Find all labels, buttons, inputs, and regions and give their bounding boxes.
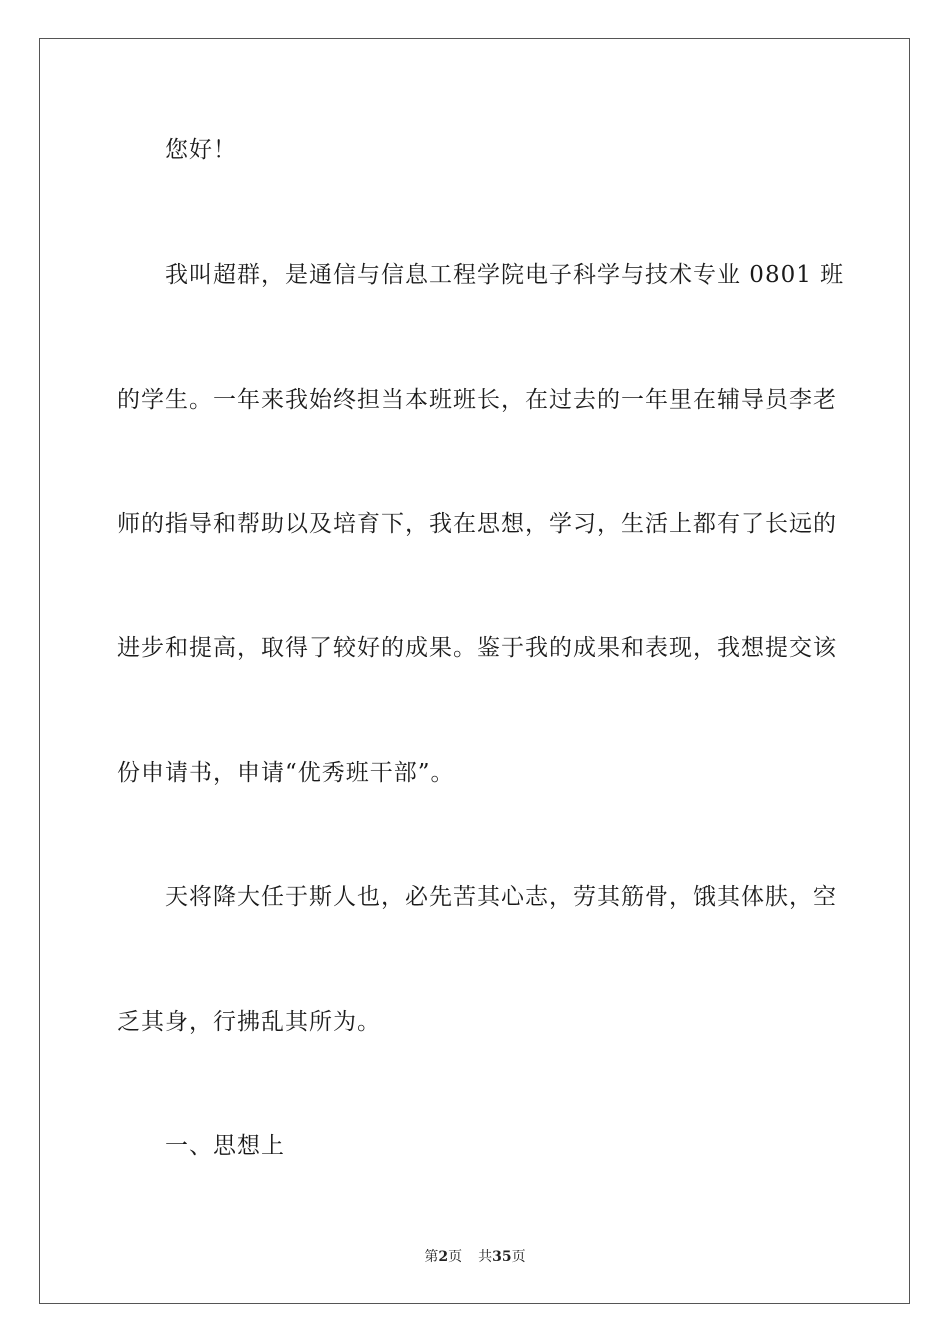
section-heading: 一、思想上 <box>165 1133 285 1159</box>
total-suffix: 页 <box>511 1249 526 1265</box>
total-prefix: 共 <box>478 1249 493 1265</box>
paragraph-1-line-1: 我叫超群，是通信与信息工程学院电子科学与技术专业 0801 班 <box>165 262 845 288</box>
page-frame <box>39 38 910 1304</box>
greeting: 您好！ <box>165 137 237 163</box>
total-pages: 35 <box>492 1249 512 1265</box>
page-prefix: 第 <box>424 1249 439 1265</box>
page-suffix: 页 <box>448 1249 463 1265</box>
page-footer <box>0 1247 950 1267</box>
paragraph-1-line-5: 份申请书，申请“优秀班干部”。 <box>117 760 455 786</box>
paragraph-1-line-2: 的学生。一年来我始终担当本班班长，在过去的一年里在辅导员李老 <box>117 387 837 413</box>
paragraph-1-line-4: 进步和提高，取得了较好的成果。鉴于我的成果和表现，我想提交该 <box>117 635 837 661</box>
paragraph-1-line-3: 师的指导和帮助以及培育下，我在思想，学习，生活上都有了长远的 <box>117 511 837 537</box>
paragraph-2-line-2: 乏其身，行拂乱其所为。 <box>117 1009 381 1035</box>
page-number: 2 <box>438 1249 449 1265</box>
paragraph-2-line-1: 天将降大任于斯人也，必先苦其心志，劳其筋骨，饿其体肤，空 <box>165 884 837 910</box>
